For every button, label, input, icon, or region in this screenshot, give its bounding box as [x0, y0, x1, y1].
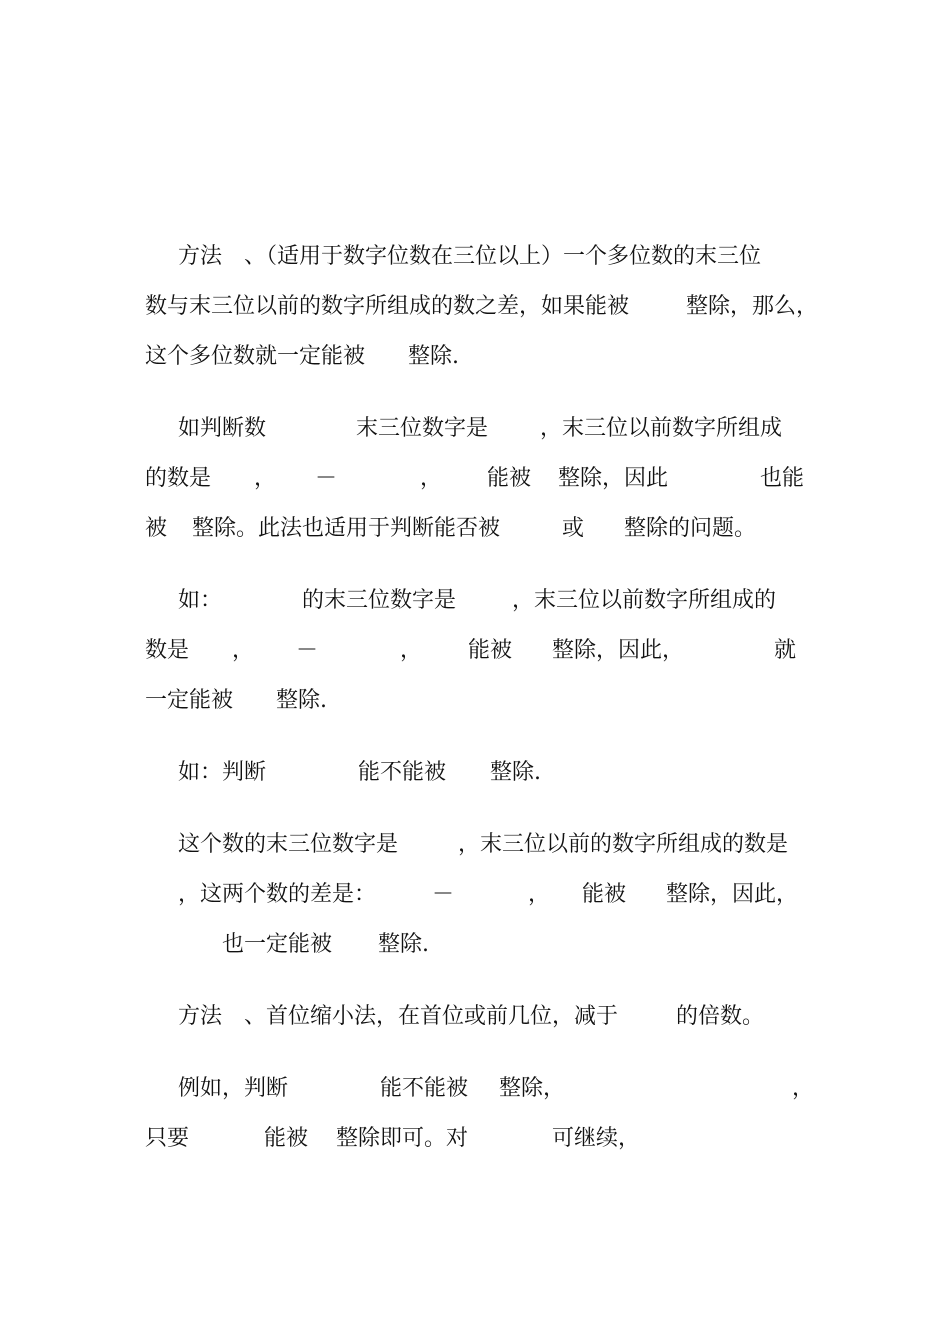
text-segment: ，末三位以前数字所组成的 [512, 588, 777, 613]
text-segment: 能被 [487, 466, 532, 491]
text-segment: 的数是 [145, 466, 212, 491]
text-segment: 如： [178, 588, 223, 613]
text-segment: 整除即可。对 [336, 1126, 469, 1151]
text-segment: ，末三位以前数字所组成 [540, 416, 783, 441]
text-segment: ，这两个数的差是： [178, 882, 377, 907]
text-segment: 整除，因此， [552, 638, 685, 663]
text-segment: 整除，因此， [666, 882, 799, 907]
text-segment: 能被 [582, 882, 627, 907]
text-segment: 如判断数 [178, 416, 267, 441]
text-segment: ， [528, 882, 551, 907]
text-segment: 整除，那么， [686, 294, 819, 319]
text-segment: ， [400, 638, 423, 663]
text-segment: 的倍数。 [676, 1004, 765, 1029]
text-segment: 、（适用于数字位数在三位以上）一个多位数的末三位 [244, 244, 762, 269]
text-segment: ， [420, 466, 443, 491]
text-segment: 末三位数字是 [356, 416, 489, 441]
text-segment: 也能 [760, 466, 805, 491]
text-segment: 整除. [378, 932, 429, 957]
text-segment: 或 [562, 516, 585, 541]
text-segment: 能不能被 [380, 1076, 469, 1101]
text-segment: 整除，因此 [558, 466, 669, 491]
text-segment: 能被 [264, 1126, 309, 1151]
text-segment: ， [232, 638, 255, 663]
text-segment: ， [254, 466, 277, 491]
text-segment: 方法 [178, 1004, 223, 1029]
text-segment: 整除， [499, 1076, 566, 1101]
text-segment: 这个多位数就一定能被 [145, 344, 366, 369]
text-segment: 整除. [408, 344, 459, 369]
text-segment: － [315, 466, 338, 491]
text-segment: 整除. [490, 760, 541, 785]
text-segment: 能不能被 [358, 760, 447, 785]
text-segment: 例如，判断 [178, 1076, 289, 1101]
text-segment: 可继续， [552, 1126, 641, 1151]
text-segment: 也一定能被 [222, 932, 333, 957]
text-segment: 一定能被 [145, 688, 234, 713]
text-segment: 整除。此法也适用于判断能否被 [192, 516, 501, 541]
text-segment: ，末三位以前的数字所组成的数是 [458, 832, 789, 857]
text-segment: 的末三位数字是 [302, 588, 457, 613]
text-segment: 、首位缩小法，在首位或前几位，减于 [244, 1004, 619, 1029]
text-segment: 整除. [276, 688, 327, 713]
text-segment: 数与末三位以前的数字所组成的数之差，如果能被 [145, 294, 630, 319]
text-segment: 这个数的末三位数字是 [178, 832, 399, 857]
text-segment: － [296, 638, 319, 663]
text-segment: － [432, 882, 455, 907]
text-segment: 数是 [145, 638, 190, 663]
text-segment: ， [792, 1076, 815, 1101]
text-segment: 整除的问题。 [624, 516, 757, 541]
text-segment: 被 [145, 516, 168, 541]
text-segment: 方法 [178, 244, 223, 269]
text-segment: 就 [774, 638, 797, 663]
text-segment: 能被 [468, 638, 513, 663]
text-segment: 只要 [145, 1126, 190, 1151]
text-segment: 如：判断 [178, 760, 267, 785]
